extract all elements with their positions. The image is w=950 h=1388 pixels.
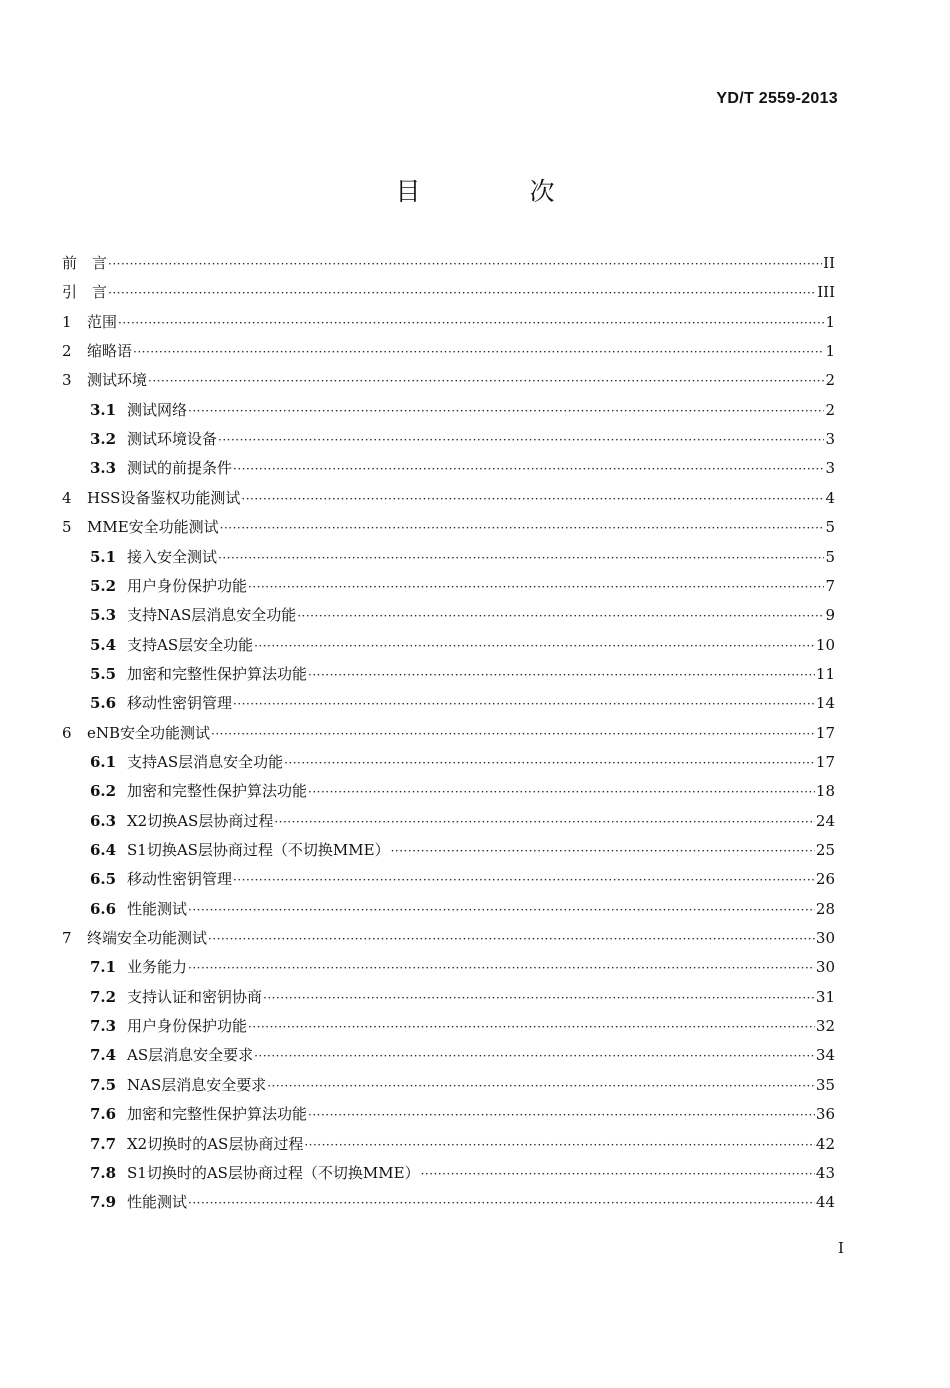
toc-entry-page: 35: [815, 1076, 835, 1094]
toc-entry-number: 6.3: [90, 812, 117, 830]
toc-entry-label: [90, 400, 187, 420]
toc-entry-title: 性能测试: [127, 900, 188, 918]
toc-entry[interactable]: [62, 312, 835, 333]
toc-entry-number: 7.8: [90, 1164, 117, 1182]
toc-leader-dots: [308, 1105, 815, 1125]
toc-entry-title: AS层消息安全要求: [127, 1046, 254, 1064]
toc-entry-label: [90, 811, 273, 831]
toc-entry-label: [62, 370, 147, 390]
toc-leader-dots: [118, 313, 824, 333]
toc-entry-title: S1切换AS层协商过程（不切换MME）: [127, 841, 390, 859]
toc-entry-number: 6: [62, 724, 72, 742]
toc-entry[interactable]: [90, 811, 835, 832]
toc-entry-page: 17: [815, 753, 835, 771]
page-title: 目 次: [395, 177, 597, 206]
toc-entry-page: 3: [825, 430, 835, 448]
toc-entry-page: 14: [815, 694, 835, 712]
toc-entry[interactable]: [90, 1075, 835, 1096]
toc-entry-label: [90, 664, 307, 684]
toc-leader-dots: [304, 1135, 815, 1155]
toc-entry[interactable]: [90, 1045, 835, 1066]
toc-leader-dots: [284, 753, 815, 773]
toc-entry-page: 5: [825, 518, 835, 536]
toc-entry[interactable]: [90, 605, 835, 626]
toc-entry-title: 加密和完整性保护算法功能: [127, 782, 308, 800]
toc-entry[interactable]: [90, 635, 835, 656]
toc-entry-page: 25: [815, 841, 835, 859]
toc-entry-page: 1: [825, 342, 835, 360]
toc-leader-dots: [308, 665, 815, 685]
toc-entry-title: 移动性密钥管理: [127, 694, 233, 712]
toc-leader-dots: [421, 1164, 815, 1184]
toc-entry-page: 4: [825, 489, 835, 507]
toc-entry[interactable]: [62, 253, 835, 274]
toc-entry-number: 3: [62, 371, 72, 389]
toc-entry-label: [90, 576, 247, 596]
toc-entry-page: 44: [815, 1193, 835, 1211]
toc-entry-label: [90, 1134, 303, 1154]
toc-entry-title: 移动性密钥管理: [127, 870, 233, 888]
toc-leader-dots: [233, 694, 815, 714]
toc-entry-number: 5.4: [90, 636, 117, 654]
toc-entry-label: [90, 1075, 266, 1095]
toc-leader-dots: [267, 1076, 815, 1096]
toc-entry[interactable]: [62, 488, 835, 509]
toc-leader-dots: [233, 459, 824, 479]
toc-entry-page: 24: [815, 812, 835, 830]
toc-entry-page: 30: [815, 958, 835, 976]
toc-entry-title: S1切换时的AS层协商过程（不切换MME）: [127, 1164, 420, 1182]
toc-entry-title: 加密和完整性保护算法功能: [127, 665, 308, 683]
toc-entry-number: 1: [62, 313, 72, 331]
toc-leader-dots: [254, 1046, 815, 1066]
toc-entry[interactable]: [90, 1104, 835, 1125]
toc-entry-number: 4: [62, 489, 72, 507]
toc-entry-title: 测试的前提条件: [127, 459, 233, 477]
toc-entry[interactable]: [62, 517, 835, 538]
toc-entry[interactable]: [62, 341, 835, 362]
toc-entry[interactable]: [90, 400, 835, 421]
toc-entry-number: 7.9: [90, 1193, 117, 1211]
toc-entry-title: X2切换时的AS层协商过程: [127, 1135, 304, 1153]
toc-entry-title: MME安全功能测试: [87, 518, 219, 536]
toc-leader-dots: [220, 518, 825, 538]
toc-entry-title: NAS层消息安全要求: [127, 1076, 267, 1094]
toc-entry-title: X2切换AS层协商过程: [127, 812, 274, 830]
toc-entry-title: 接入安全测试: [127, 548, 218, 566]
toc-entry[interactable]: [90, 547, 835, 568]
toc-entry-label: [62, 488, 240, 508]
toc-leader-dots: [133, 342, 824, 362]
toc-leader-dots: [218, 430, 824, 450]
toc-entry-title: 终端安全功能测试: [87, 929, 208, 947]
toc-entry-label: [90, 781, 307, 801]
toc-entry-label: [62, 928, 207, 948]
toc-leader-dots: [218, 548, 824, 568]
toc-entry[interactable]: [90, 458, 835, 479]
toc-entry[interactable]: [90, 1163, 835, 1184]
toc-entry-label: [62, 517, 219, 537]
toc-leader-dots: [248, 1017, 815, 1037]
toc-leader-dots: [248, 577, 824, 597]
toc-entry[interactable]: [90, 1134, 835, 1155]
toc-leader-dots: [188, 900, 815, 920]
toc-leader-dots: [208, 929, 815, 949]
toc-entry-number: 7.3: [90, 1017, 117, 1035]
toc-entry-title: 用户身份保护功能: [127, 1017, 248, 1035]
toc-entry-number: 5.2: [90, 577, 117, 595]
toc-entry[interactable]: [62, 370, 835, 391]
toc-entry-page: 9: [825, 606, 835, 624]
toc-entry-title: 支持AS层安全功能: [127, 636, 254, 654]
toc-entry-title: 用户身份保护功能: [127, 577, 248, 595]
toc-leader-dots: [297, 606, 824, 626]
toc-entry[interactable]: [90, 1192, 835, 1213]
toc-entry-number: 5.5: [90, 665, 117, 683]
toc-entry[interactable]: [62, 723, 835, 744]
toc-entry-page: 17: [815, 724, 835, 742]
toc-entry-page: 36: [815, 1105, 835, 1123]
toc-entry-number: 7.2: [90, 988, 117, 1006]
toc-entry-page: 10: [815, 636, 835, 654]
page-number: I: [838, 1239, 844, 1257]
toc-entry-label: [62, 341, 132, 361]
toc-entry-number: 7.4: [90, 1046, 117, 1064]
toc-entry-number: 5.1: [90, 548, 117, 566]
toc-entry-label: [90, 1016, 247, 1036]
toc-entry-number: 2: [62, 342, 72, 360]
toc-entry-number: 7.7: [90, 1135, 117, 1153]
toc-entry-title: 加密和完整性保护算法功能: [127, 1105, 308, 1123]
toc-entry-title: 前 言: [62, 254, 108, 272]
toc-entry-title: 缩略语: [87, 342, 133, 360]
toc-entry-page: 18: [815, 782, 835, 800]
toc-entry[interactable]: [90, 987, 835, 1008]
toc-entry[interactable]: [90, 1016, 835, 1037]
toc-entry[interactable]: [62, 928, 835, 949]
toc-leader-dots: [263, 988, 815, 1008]
toc-entry-title: 支持AS层消息安全功能: [127, 753, 284, 771]
toc-entry-number: 5.3: [90, 606, 117, 624]
toc-entry-title: 测试网络: [127, 401, 188, 419]
toc-entry-title: 范围: [87, 313, 118, 331]
toc-entry-page: 2: [825, 401, 835, 419]
toc-entry-number: 7.5: [90, 1076, 117, 1094]
toc-entry-label: [90, 1045, 253, 1065]
toc-leader-dots: [211, 724, 815, 744]
toc-entry-title: 引 言: [62, 283, 108, 301]
toc-leader-dots: [188, 401, 824, 421]
toc-entry[interactable]: [90, 429, 835, 450]
toc-entry-page: III: [817, 283, 835, 301]
toc-entry[interactable]: [90, 957, 835, 978]
toc-entry-page: 43: [815, 1164, 835, 1182]
toc-entry-label: [62, 723, 210, 743]
toc-leader-dots: [241, 489, 824, 509]
toc-entry-number: 7: [62, 929, 72, 947]
toc-entry-page: 11: [815, 665, 835, 683]
toc-entry-page: 42: [815, 1135, 835, 1153]
toc-entry-page: 5: [825, 548, 835, 566]
toc-leader-dots: [188, 1193, 815, 1213]
toc-entry-label: [90, 693, 232, 713]
toc-entry-label: [90, 957, 187, 977]
toc-entry[interactable]: [62, 282, 835, 303]
toc-leader-dots: [391, 841, 815, 861]
toc-entry-number: 5.6: [90, 694, 117, 712]
toc-entry-title: 测试环境设备: [127, 430, 218, 448]
toc-entry-number: 7.6: [90, 1105, 117, 1123]
toc-entry-number: 3.3: [90, 459, 117, 477]
toc-entry-label: [90, 869, 232, 889]
toc-leader-dots: [254, 636, 815, 656]
toc-entry[interactable]: [90, 781, 835, 802]
toc-entry-label: [62, 312, 117, 332]
toc-entry-label: [90, 635, 253, 655]
toc-entry-page: 28: [815, 900, 835, 918]
toc-entry[interactable]: [90, 840, 835, 861]
toc-entry-title: 支持NAS层消息安全功能: [127, 606, 297, 624]
toc-entry-label: [90, 752, 283, 772]
standard-code: YD/T 2559-2013: [716, 90, 838, 107]
toc-entry-page: 1: [825, 313, 835, 331]
toc-entry-title: eNB安全功能测试: [87, 724, 211, 742]
toc-entry-label: [90, 840, 390, 860]
toc-entry-number: 6.4: [90, 841, 117, 859]
toc-entry-number: 6.5: [90, 870, 117, 888]
toc-entry-number: 6.1: [90, 753, 117, 771]
toc-leader-dots: [108, 254, 822, 274]
toc-entry[interactable]: [90, 693, 835, 714]
toc-entry-page: 31: [815, 988, 835, 1006]
toc-entry-page: II: [823, 254, 835, 272]
toc-entry[interactable]: [90, 869, 835, 890]
toc-entry-page: 7: [825, 577, 835, 595]
toc-entry-number: 6.6: [90, 900, 117, 918]
toc-entry[interactable]: [90, 752, 835, 773]
toc-leader-dots: [274, 812, 815, 832]
toc-entry-label: [90, 1192, 187, 1212]
toc-entry-page: 32: [815, 1017, 835, 1035]
toc-entry-title: 业务能力: [127, 958, 188, 976]
toc-entry-number: 5: [62, 518, 72, 536]
toc-entry-label: [90, 899, 187, 919]
toc-leader-dots: [188, 958, 815, 978]
toc-entry[interactable]: [90, 899, 835, 920]
toc-leader-dots: [233, 870, 815, 890]
toc-entry-label: [62, 282, 107, 302]
toc-entry-label: [90, 429, 217, 449]
toc-entry-title: 支持认证和密钥协商: [127, 988, 263, 1006]
toc-entry[interactable]: [90, 576, 835, 597]
toc-entry-page: 2: [825, 371, 835, 389]
toc-leader-dots: [108, 283, 816, 303]
toc-entry[interactable]: [90, 664, 835, 685]
toc-entry-number: 7.1: [90, 958, 117, 976]
toc-entry-page: 34: [815, 1046, 835, 1064]
toc-entry-title: 测试环境: [87, 371, 148, 389]
toc-entry-number: 6.2: [90, 782, 117, 800]
toc-entry-title: 性能测试: [127, 1193, 188, 1211]
toc-entry-label: [90, 1104, 307, 1124]
toc-entry-title: HSS设备鉴权功能测试: [87, 489, 241, 507]
toc-entry-number: 3.1: [90, 401, 117, 419]
toc-entry-label: [90, 987, 262, 1007]
toc-entry-page: 3: [825, 459, 835, 477]
toc-entry-label: [90, 458, 232, 478]
toc-entry-number: 3.2: [90, 430, 117, 448]
toc-leader-dots: [308, 782, 815, 802]
toc-entry-label: [62, 253, 107, 273]
toc-entry-page: 26: [815, 870, 835, 888]
toc-entry-page: 30: [815, 929, 835, 947]
toc-entry-label: [90, 605, 296, 625]
toc-entry-label: [90, 547, 217, 567]
toc-entry-label: [90, 1163, 420, 1183]
toc-leader-dots: [148, 371, 824, 391]
